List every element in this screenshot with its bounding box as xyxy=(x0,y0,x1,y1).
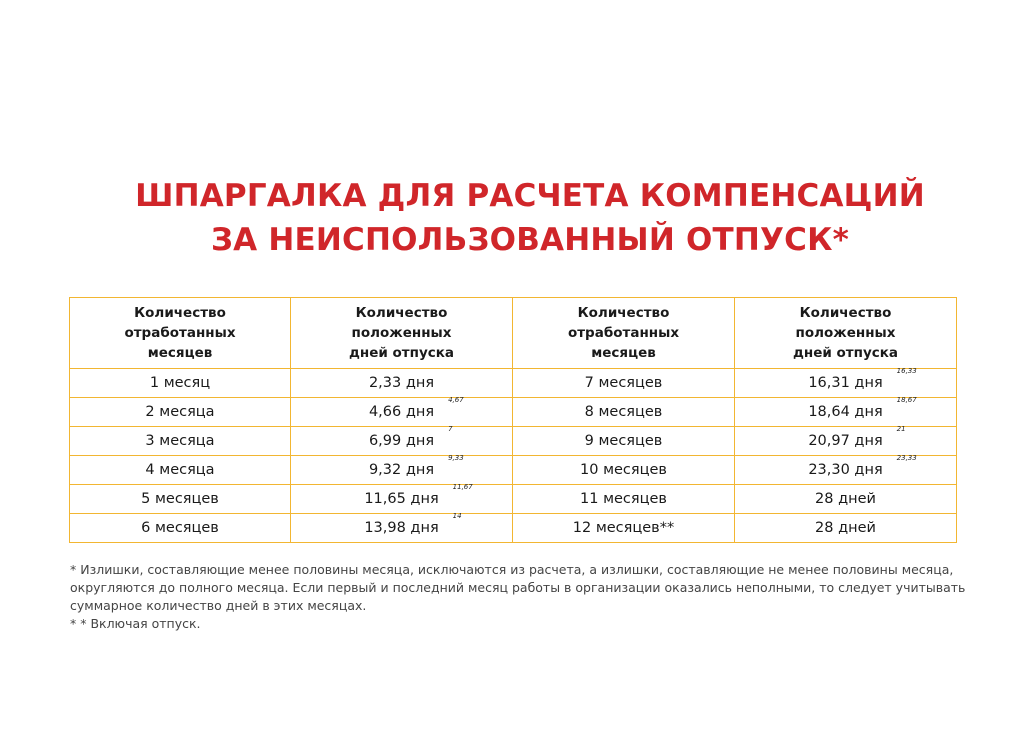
page-title-line-2: ЗА НЕИСПОЛЬЗОВАННЫЙ ОТПУСК* xyxy=(210,222,850,258)
months-cell: 12 месяцев** xyxy=(513,514,735,543)
page-title xyxy=(0,174,1024,262)
days-cell: 23,30 дня 23,33 xyxy=(735,456,957,485)
header-vacation-days-1: Количество положенных дней отпуска xyxy=(291,298,513,369)
footnote-line: суммарное количество дней в этих месяцах. xyxy=(70,598,367,613)
months-cell: 1 месяц xyxy=(70,369,291,398)
days-cell: 4,66 дня 4,67 xyxy=(291,398,513,427)
rounded-note: 4,67 xyxy=(448,396,464,404)
days-cell: 13,98 дня 14 xyxy=(291,514,513,543)
table-row xyxy=(70,398,957,427)
rounded-note: 7 xyxy=(448,425,453,433)
page-title-line-1: ШПАРГАЛКА ДЛЯ РАСЧЕТА КОМПЕНСАЦИЙ xyxy=(135,178,925,214)
table-row xyxy=(70,427,957,456)
days-cell: 6,99 дня 7 xyxy=(291,427,513,456)
days-cell: 11,65 дня 11,67 xyxy=(291,485,513,514)
footnote-line: * * Включая отпуск. xyxy=(70,616,201,631)
rounded-note: 21 xyxy=(896,425,906,433)
days-cell: 9,32 дня 9,33 xyxy=(291,456,513,485)
table-row xyxy=(70,485,957,514)
days-cell: 20,97 дня 21 xyxy=(735,427,957,456)
table-header-row xyxy=(70,298,957,369)
months-cell: 2 месяца xyxy=(70,398,291,427)
months-cell: 5 месяцев xyxy=(70,485,291,514)
footnote-line: округляются до полного месяца. Если первый и последний месяц работы в организации оказались неполными, то следует учитывать xyxy=(70,580,966,595)
header-vacation-days-2: Количество положенных дней отпуска xyxy=(735,298,957,369)
table-row xyxy=(70,514,957,543)
months-cell: 3 месяца xyxy=(70,427,291,456)
months-cell: 8 месяцев xyxy=(513,398,735,427)
months-cell: 6 месяцев xyxy=(70,514,291,543)
table-row xyxy=(70,369,957,398)
months-cell: 7 месяцев xyxy=(513,369,735,398)
months-cell: 4 месяца xyxy=(70,456,291,485)
rounded-note: 9,33 xyxy=(448,454,464,462)
rounded-note: 23,33 xyxy=(896,454,917,462)
days-cell: 18,64 дня 18,67 xyxy=(735,398,957,427)
footnotes xyxy=(70,561,970,633)
table-row xyxy=(70,456,957,485)
days-cell: 16,31 дня 16,33 xyxy=(735,369,957,398)
rounded-note: 14 xyxy=(452,512,462,520)
vacation-table xyxy=(69,297,957,543)
months-cell: 11 месяцев xyxy=(513,485,735,514)
months-cell: 10 месяцев xyxy=(513,456,735,485)
days-cell: 2,33 дня xyxy=(291,369,513,398)
header-months-worked-2: Количество отработанных месяцев xyxy=(513,298,735,369)
months-cell: 9 месяцев xyxy=(513,427,735,456)
footnote-line: * Излишки, составляющие менее половины месяца, исключаются из расчета, а излишки, составляющие не менее половины месяца, xyxy=(70,562,954,577)
days-cell: 28 дней xyxy=(735,514,957,543)
rounded-note: 18,67 xyxy=(896,396,917,404)
days-cell: 28 дней xyxy=(735,485,957,514)
rounded-note: 16,33 xyxy=(896,367,917,375)
rounded-note: 11,67 xyxy=(452,483,473,491)
header-months-worked-1: Количество отработанных месяцев xyxy=(70,298,291,369)
